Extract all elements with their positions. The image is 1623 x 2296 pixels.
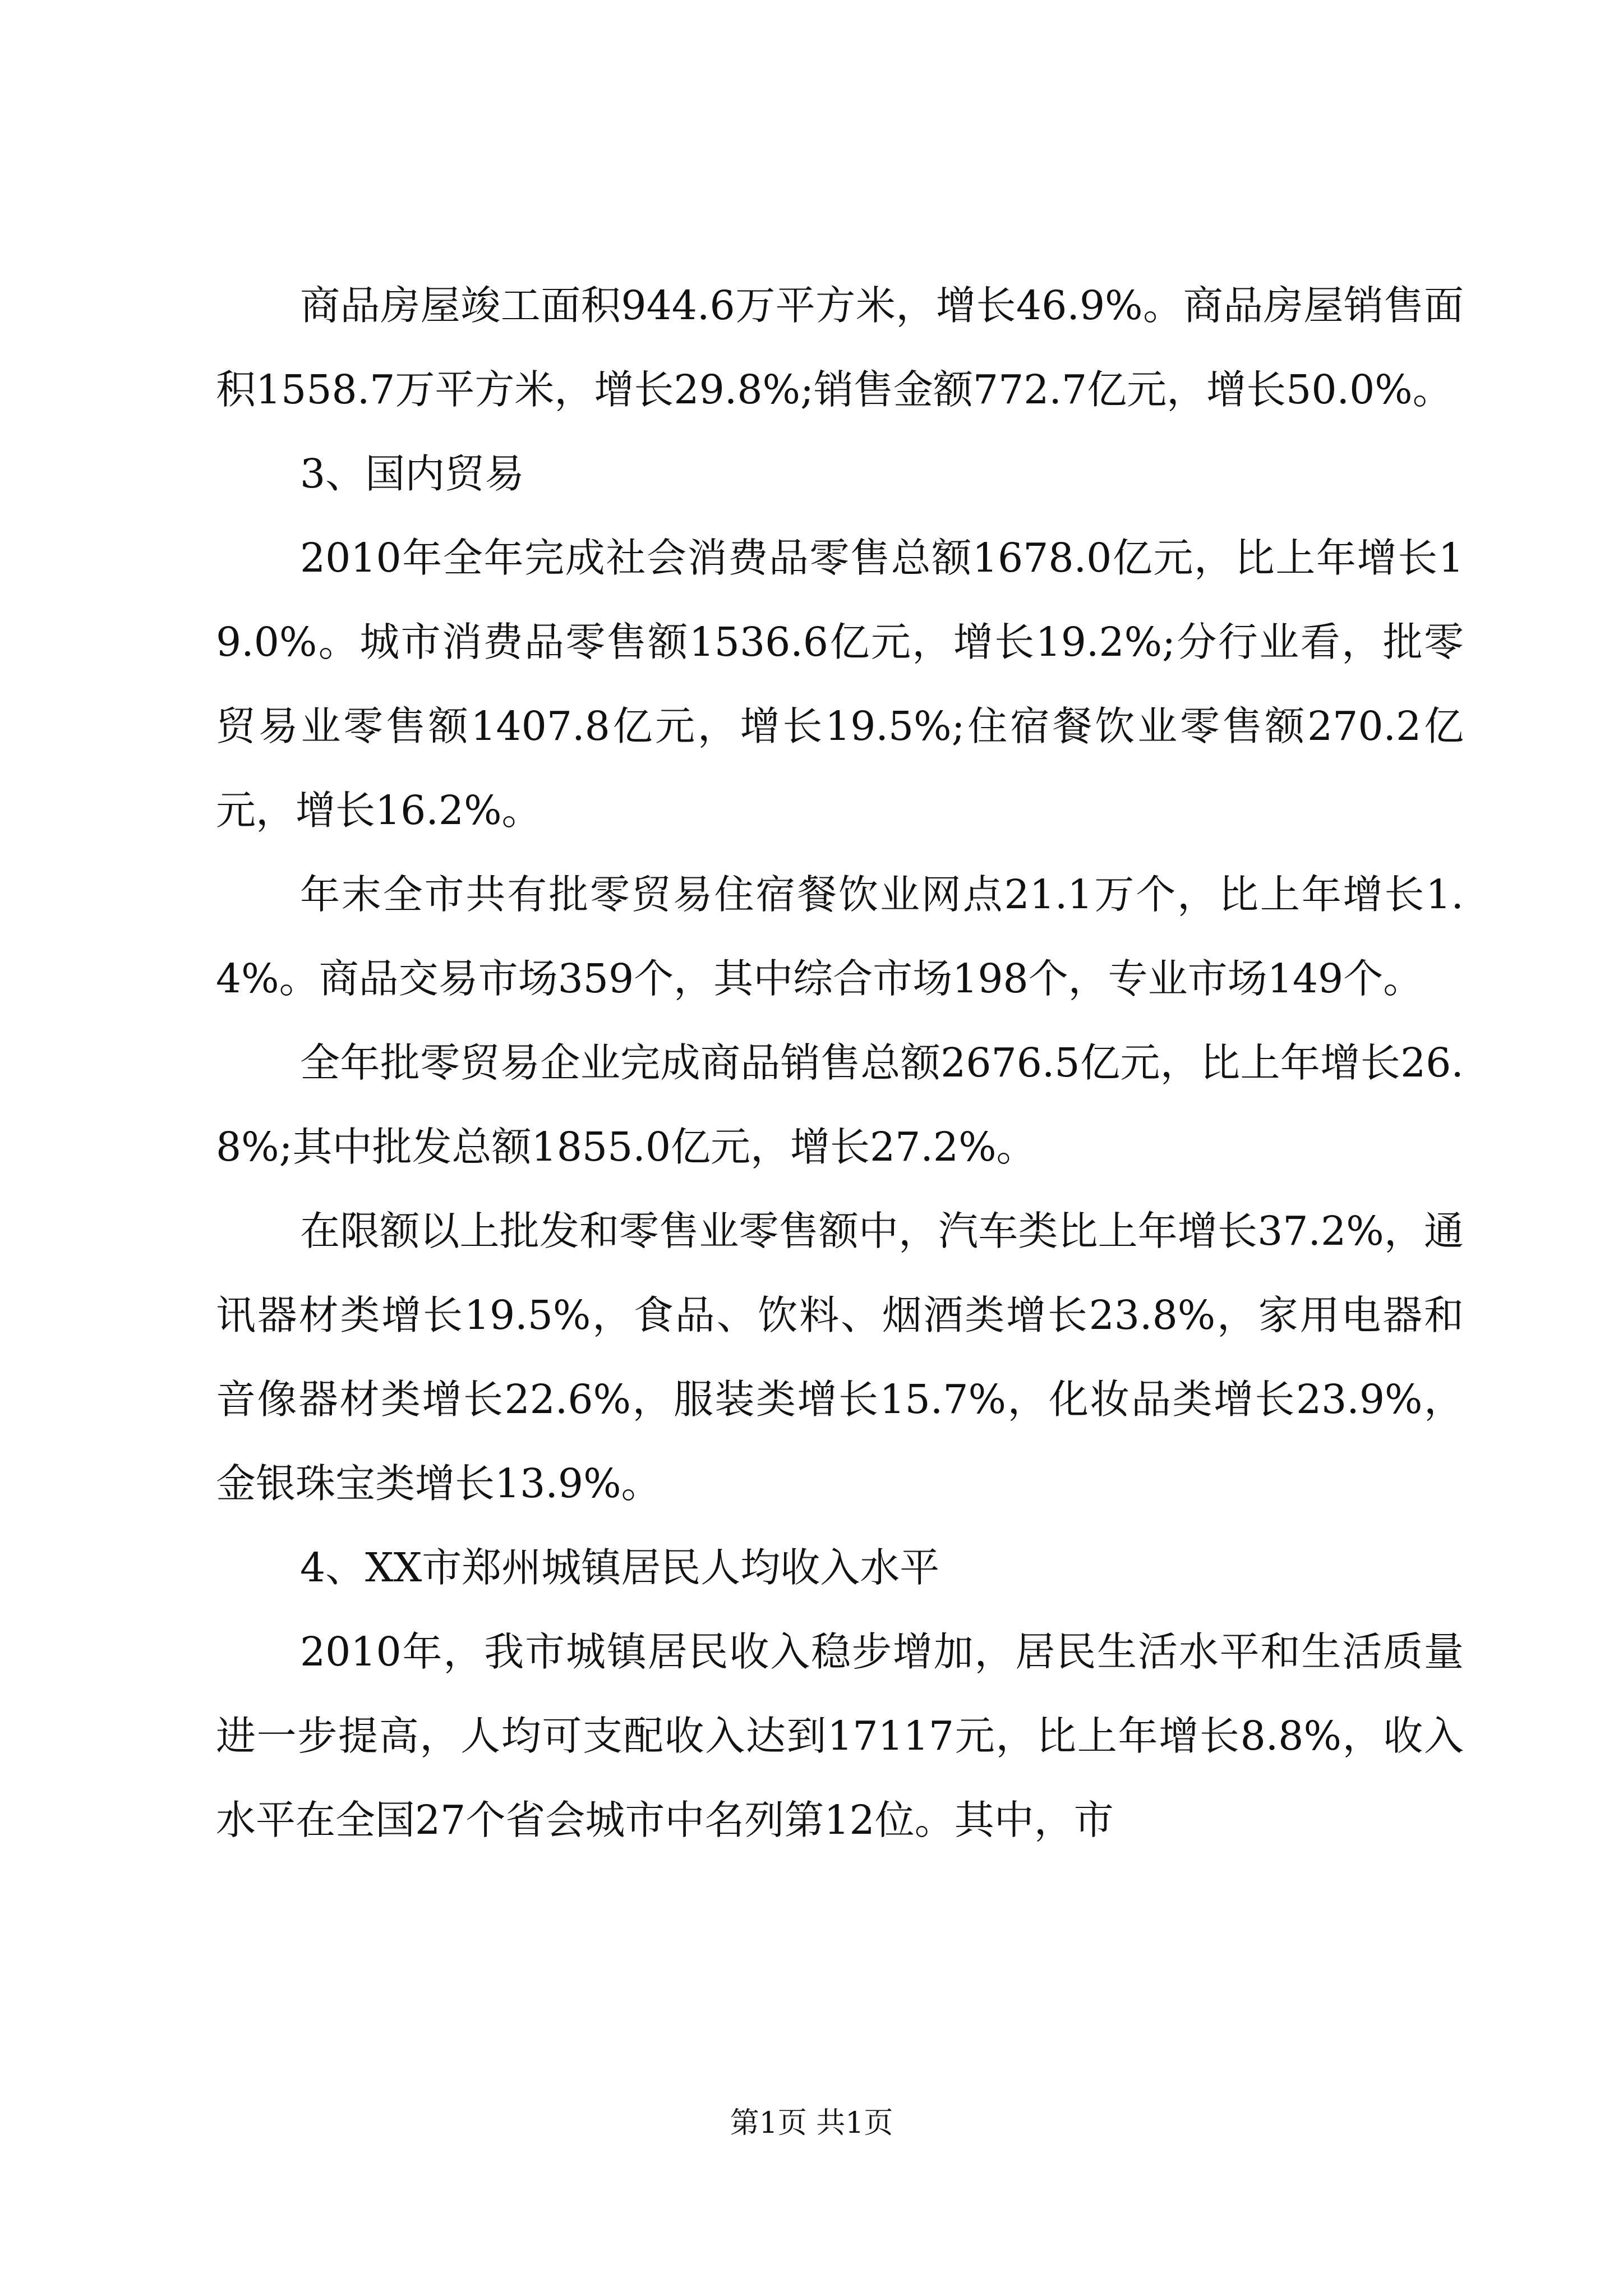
paragraph-income: 2010年，我市城镇居民收入稳步增加，居民生活水平和生活质量进一步提高，人均可支配收入达到17117元，比上年增长8.8%，收入水平在全国27个省会城市中名列第12位。其中，市	[216, 1628, 1464, 1843]
paragraph-wholesale: 全年批零贸易企业完成商品销售总额2676.5亿元，比上年增长26.8%;其中批发总额1855.0亿元，增长27.2%。	[216, 1039, 1464, 1170]
section-heading-domestic-trade: 3、国内贸易	[300, 450, 525, 497]
paragraph-retail-sales: 2010年全年完成社会消费品零售总额1678.0亿元，比上年增长19.0%。城市消费品零售额1536.6亿元，增长19.2%;分行业看，批零贸易业零售额1407.8亿元，增长19.5%;住宿餐饮业零售额270.2亿元，增长16.2%。	[216, 535, 1464, 834]
paragraph-housing: 商品房屋竣工面积944.6万平方米，增长46.9%。商品房屋销售面积1558.7万平方米，增长29.8%;销售金额772.7亿元，增长50.0%。	[216, 282, 1464, 413]
paragraph-outlets-markets: 年末全市共有批零贸易住宿餐饮业网点21.1万个，比上年增长1.4%。商品交易市场359个，其中综合市场198个，专业市场149个。	[216, 871, 1464, 1002]
paragraph-category-growth: 在限额以上批发和零售业零售额中，汽车类比上年增长37.2%，通讯器材类增长19.5%，食品、饮料、烟酒类增长23.8%，家用电器和音像器材类增长22.6%，服装类增长15.7%，化妆品类增长23.9%，金银珠宝类增长13.9%。	[216, 1208, 1464, 1507]
section-heading-income: 4、XX市郑州城镇居民人均收入水平	[300, 1544, 940, 1591]
page-footer: 第1页 共1页	[730, 2106, 893, 2140]
document-body	[216, 264, 1464, 1862]
